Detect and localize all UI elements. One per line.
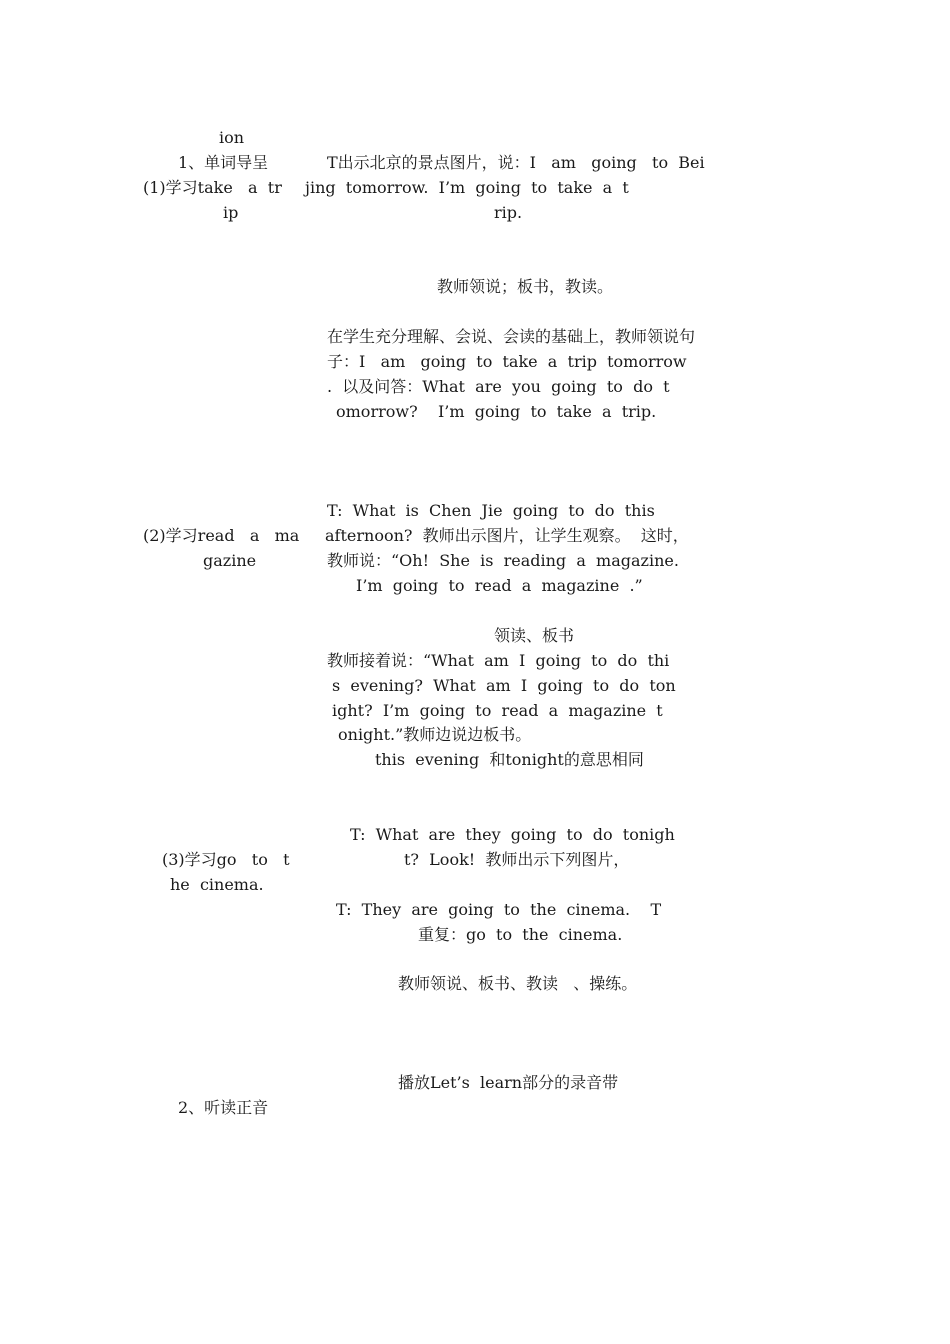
proc-line: afternoon? 教师出示图片，让学生观察。 这时， — [325, 526, 689, 545]
step-1-3-heading-cont: he cinema. — [170, 875, 264, 894]
step-1-3-heading: (3)学习go to t — [162, 850, 290, 869]
proc-line: . 以及问答：What are you going to do t — [327, 377, 670, 396]
proc-line: 子：I am going to take a trip tomorrow — [327, 352, 687, 371]
step-1-heading: 1、单词导呈 — [178, 153, 269, 172]
proc-line: jing tomorrow. I’m going to take a t — [305, 178, 629, 197]
proc-line: 领读、板书 — [494, 626, 575, 645]
proc-line: T: They are going to the cinema. T — [336, 900, 662, 919]
proc-line: T: What are they going to do tonigh — [350, 825, 675, 844]
proc-line: ight? I’m going to read a magazine t — [332, 701, 663, 720]
proc-line: T: What is Chen Jie going to do this — [327, 501, 655, 520]
proc-line: this evening 和tonight的意思相同 — [375, 750, 644, 769]
step-1-2-heading-cont: gazine — [203, 551, 257, 570]
proc-line: 教师领说、板书、教读 、操练。 — [398, 974, 638, 993]
proc-line: 教师领说；板书，教读。 — [437, 277, 614, 296]
proc-line: t? Look! 教师出示下列图片， — [404, 850, 630, 869]
proc-line: 在学生充分理解、会说、会读的基础上，教师领说句 — [327, 327, 696, 346]
proc-line: rip. — [494, 203, 523, 222]
proc-line: s evening? What am I going to do ton — [332, 676, 676, 695]
proc-line: 教师接着说：“What am I going to do thi — [327, 651, 670, 670]
proc-line: 重复：go to the cinema. — [418, 925, 623, 944]
proc-line: onight.”教师边说边板书。 — [338, 725, 532, 744]
step-1-1-heading-cont: ip — [223, 203, 239, 222]
step-1-2-heading: (2)学习read a ma — [143, 526, 300, 545]
proc-line: omorrow? I’m going to take a trip. — [336, 402, 657, 421]
left-line-ion: ion — [219, 128, 245, 147]
step-1-1-heading: (1)学习take a tr — [143, 178, 282, 197]
step-2-heading: 2、听读正音 — [178, 1098, 269, 1117]
proc-line: T出示北京的景点图片，说：I am going to Bei — [327, 153, 705, 172]
proc-line: I’m going to read a magazine .” — [356, 576, 643, 595]
proc-line: 播放Let’s learn部分的录音带 — [398, 1073, 619, 1092]
proc-line: 教师说：“Oh! She is reading a magazine. — [327, 551, 679, 570]
